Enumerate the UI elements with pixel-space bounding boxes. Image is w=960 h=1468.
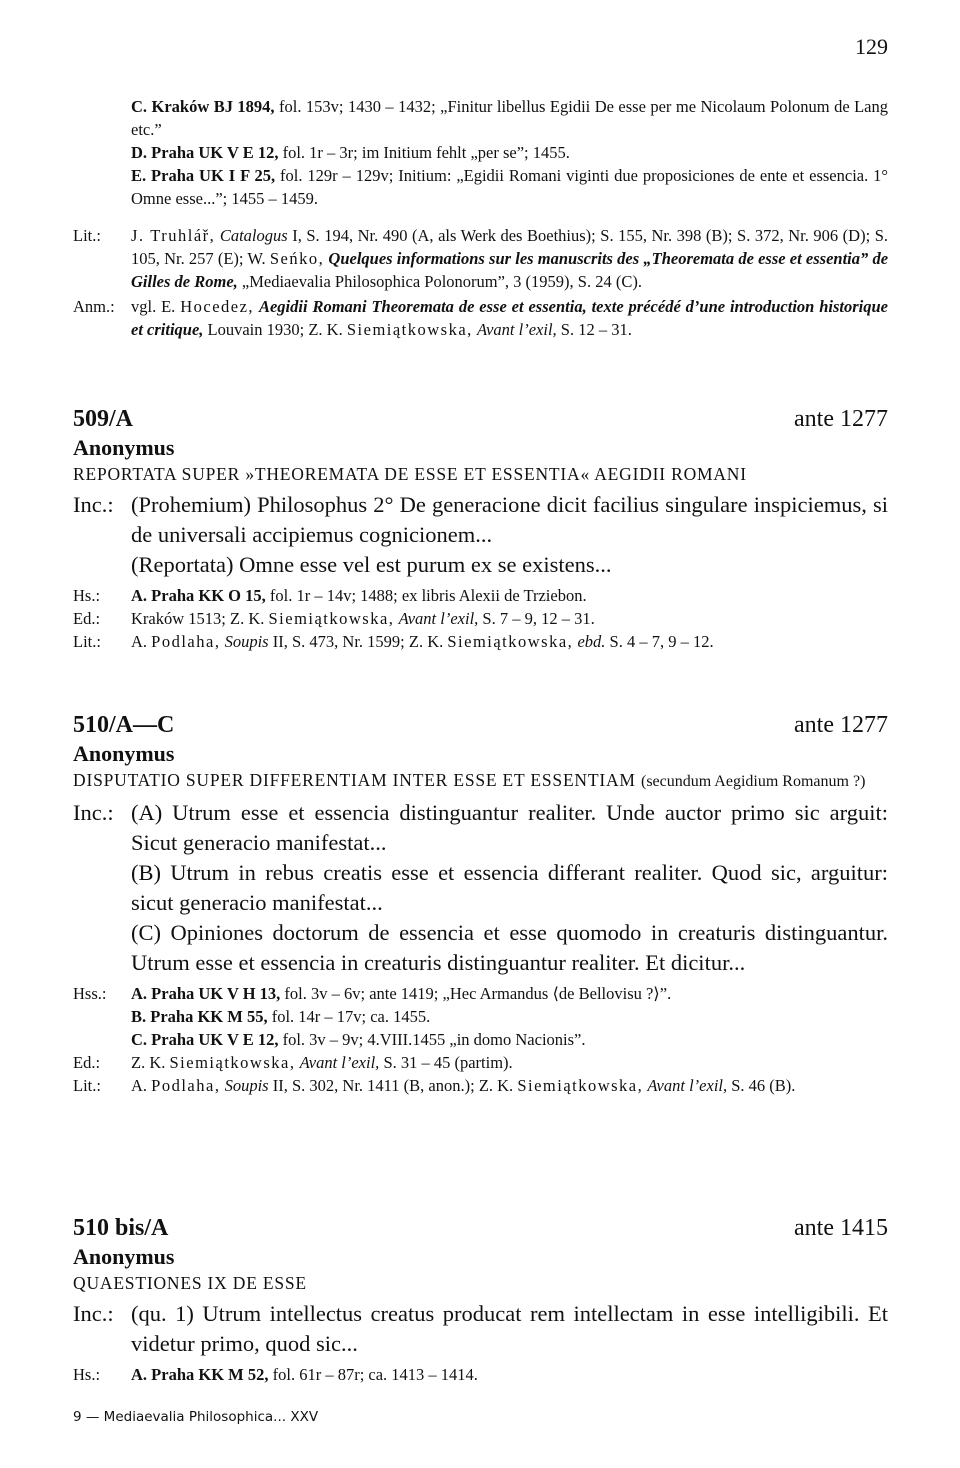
entry-number: 510/A—C [73, 712, 175, 738]
page-footer: 9 — Mediaevalia Philosophica... XXV [73, 1409, 319, 1425]
entry-509 [73, 404, 888, 653]
entry-author: Anonymus [73, 1244, 175, 1269]
manuscript-list-continued [131, 95, 888, 210]
page-number: 129 [855, 34, 888, 59]
entry-date: ante 1277 [794, 406, 888, 432]
entry-date: ante 1415 [794, 1215, 888, 1241]
anm-text: vgl. E. Hocedez, Aegidii Romani Theoremata de esse et essentia, texte précédé d’une introduction historique et critique, Louvain 1930; Z. K. Siemiątkowska, Avant l’exil, S. 12 – 31. [131, 297, 889, 339]
incipit: (A) Utrum esse et essencia distinguantur realiter. Unde auctor primo sic arguit: Sicut generacio manifestat... (B) Utrum in rebus creatis esse et essencia differant realiter. Quod sic, arguitur: sicut generacio manifestat... (C) Opiniones doctorum de essencia et esse quomodo in creaturis distinguantur. Utrum esse et essencia in creaturis distinguantur realiter. Et dicitur... [131, 800, 888, 975]
entry-number: 509/A [73, 406, 133, 432]
edition: Kraków 1513; Z. K. Siemiątkowska, Avant l’exil, S. 7 – 9, 12 – 31. [131, 609, 595, 628]
manuscript-a: A. Praha KK M 52, fol. 61r – 87r; ca. 1413 – 1414. [131, 1365, 478, 1384]
manuscript-d: D. Praha UK V E 12, fol. 1r – 3r; im Initium fehlt „per se”; 1455. [131, 143, 570, 162]
hss-label: Hss.: [73, 984, 107, 1003]
inc-label: Inc.: [73, 1301, 114, 1326]
entry-header [73, 1213, 888, 1243]
entry-510 [73, 710, 888, 1097]
ed-label: Ed.: [73, 1053, 101, 1072]
entry-number: 510 bis/A [73, 1215, 169, 1241]
anm-label: Anm.: [73, 297, 115, 316]
manuscript-c: C. Kraków BJ 1894, fol. 153v; 1430 – 1432; „Finitur libellus Egidii De esse per me Nicolaum Polonum de Lang etc.” [131, 97, 889, 139]
literature: A. Podlaha, Soupis II, S. 302, Nr. 1411 (B, anon.); Z. K. Siemiątkowska, Avant l’exil, S. 46 (B). [131, 1076, 796, 1095]
manuscripts: A. Praha UK V H 13, fol. 3v – 6v; ante 1419; „Hec Armandus ⟨de Bellovisu ?⟩”. B. Praha KK M 55, fol. 14r – 17v; ca. 1455. C. Praha UK V E 12, fol. 3v – 9v; 4.VIII.1455 „in domo Nacionis”. [131, 984, 672, 1049]
incipit: (Prohemium) Philosophus 2° De generacione dicit facilius singulare inspiciemus, si de universali accipiemus cognicionem... (Reportata) Omne esse vel est purum ex se existens... [131, 492, 888, 577]
lit-label: Lit.: [73, 632, 101, 651]
entry-title: REPORTATA SUPER »THEOREMATA DE ESSE ET ESSENTIA« AEGIDII ROMANI [73, 464, 747, 484]
entry-header [73, 404, 888, 434]
lit-text: J. Truhlář, Catalogus I, S. 194, Nr. 490 (A, als Werk des Boethius); S. 155, Nr. 398 (B); S. 372, Nr. 906 (D); S. 105, Nr. 257 (E); W. Seńko, Quelques informations sur les manuscrits des „Theoremata de esse et essentia” de Gilles de Rome, „Mediaevalia Philosophica Polonorum”, 3 (1959), S. 24 (C). [131, 226, 889, 291]
entry-date: ante 1277 [794, 712, 888, 738]
manuscript-a: A. Praha KK O 15, fol. 1r – 14v; 1488; ex libris Alexii de Trziebon. [131, 586, 587, 605]
entry-title: DISPUTATIO SUPER DIFFERENTIAM INTER ESSE ET ESSENTIAM (secundum Aegidium Romanum ?) [73, 770, 866, 790]
entry-title: QUAESTIONES IX DE ESSE [73, 1273, 307, 1293]
incipit: (qu. 1) Utrum intellectus creatus producat rem intellectam in esse intelligibili. Et videtur primo, quod sic... [131, 1301, 888, 1356]
ed-label: Ed.: [73, 609, 101, 628]
literature: A. Podlaha, Soupis II, S. 473, Nr. 1599; Z. K. Siemiątkowska, ebd. S. 4 – 7, 9 – 12. [131, 632, 714, 651]
manuscript-e: E. Praha UK I F 25, fol. 129r – 129v; Initium: „Egidii Romani viginti due proposiciones de ente et essencia. 1° Omne esse...”; 1455 – 1459. [131, 166, 888, 208]
inc-label: Inc.: [73, 492, 114, 517]
lit-label: Lit.: [73, 1076, 101, 1095]
literature-section-top [73, 224, 888, 341]
lit-label: Lit.: [73, 226, 101, 245]
inc-label: Inc.: [73, 800, 114, 825]
entry-author: Anonymus [73, 741, 175, 766]
hs-label: Hs.: [73, 586, 101, 605]
edition: Z. K. Siemiątkowska, Avant l’exil, S. 31 – 45 (partim). [131, 1053, 513, 1072]
entry-author: Anonymus [73, 435, 175, 460]
entry-510-bis [73, 1213, 888, 1386]
entry-header [73, 710, 888, 740]
hs-label: Hs.: [73, 1365, 101, 1384]
